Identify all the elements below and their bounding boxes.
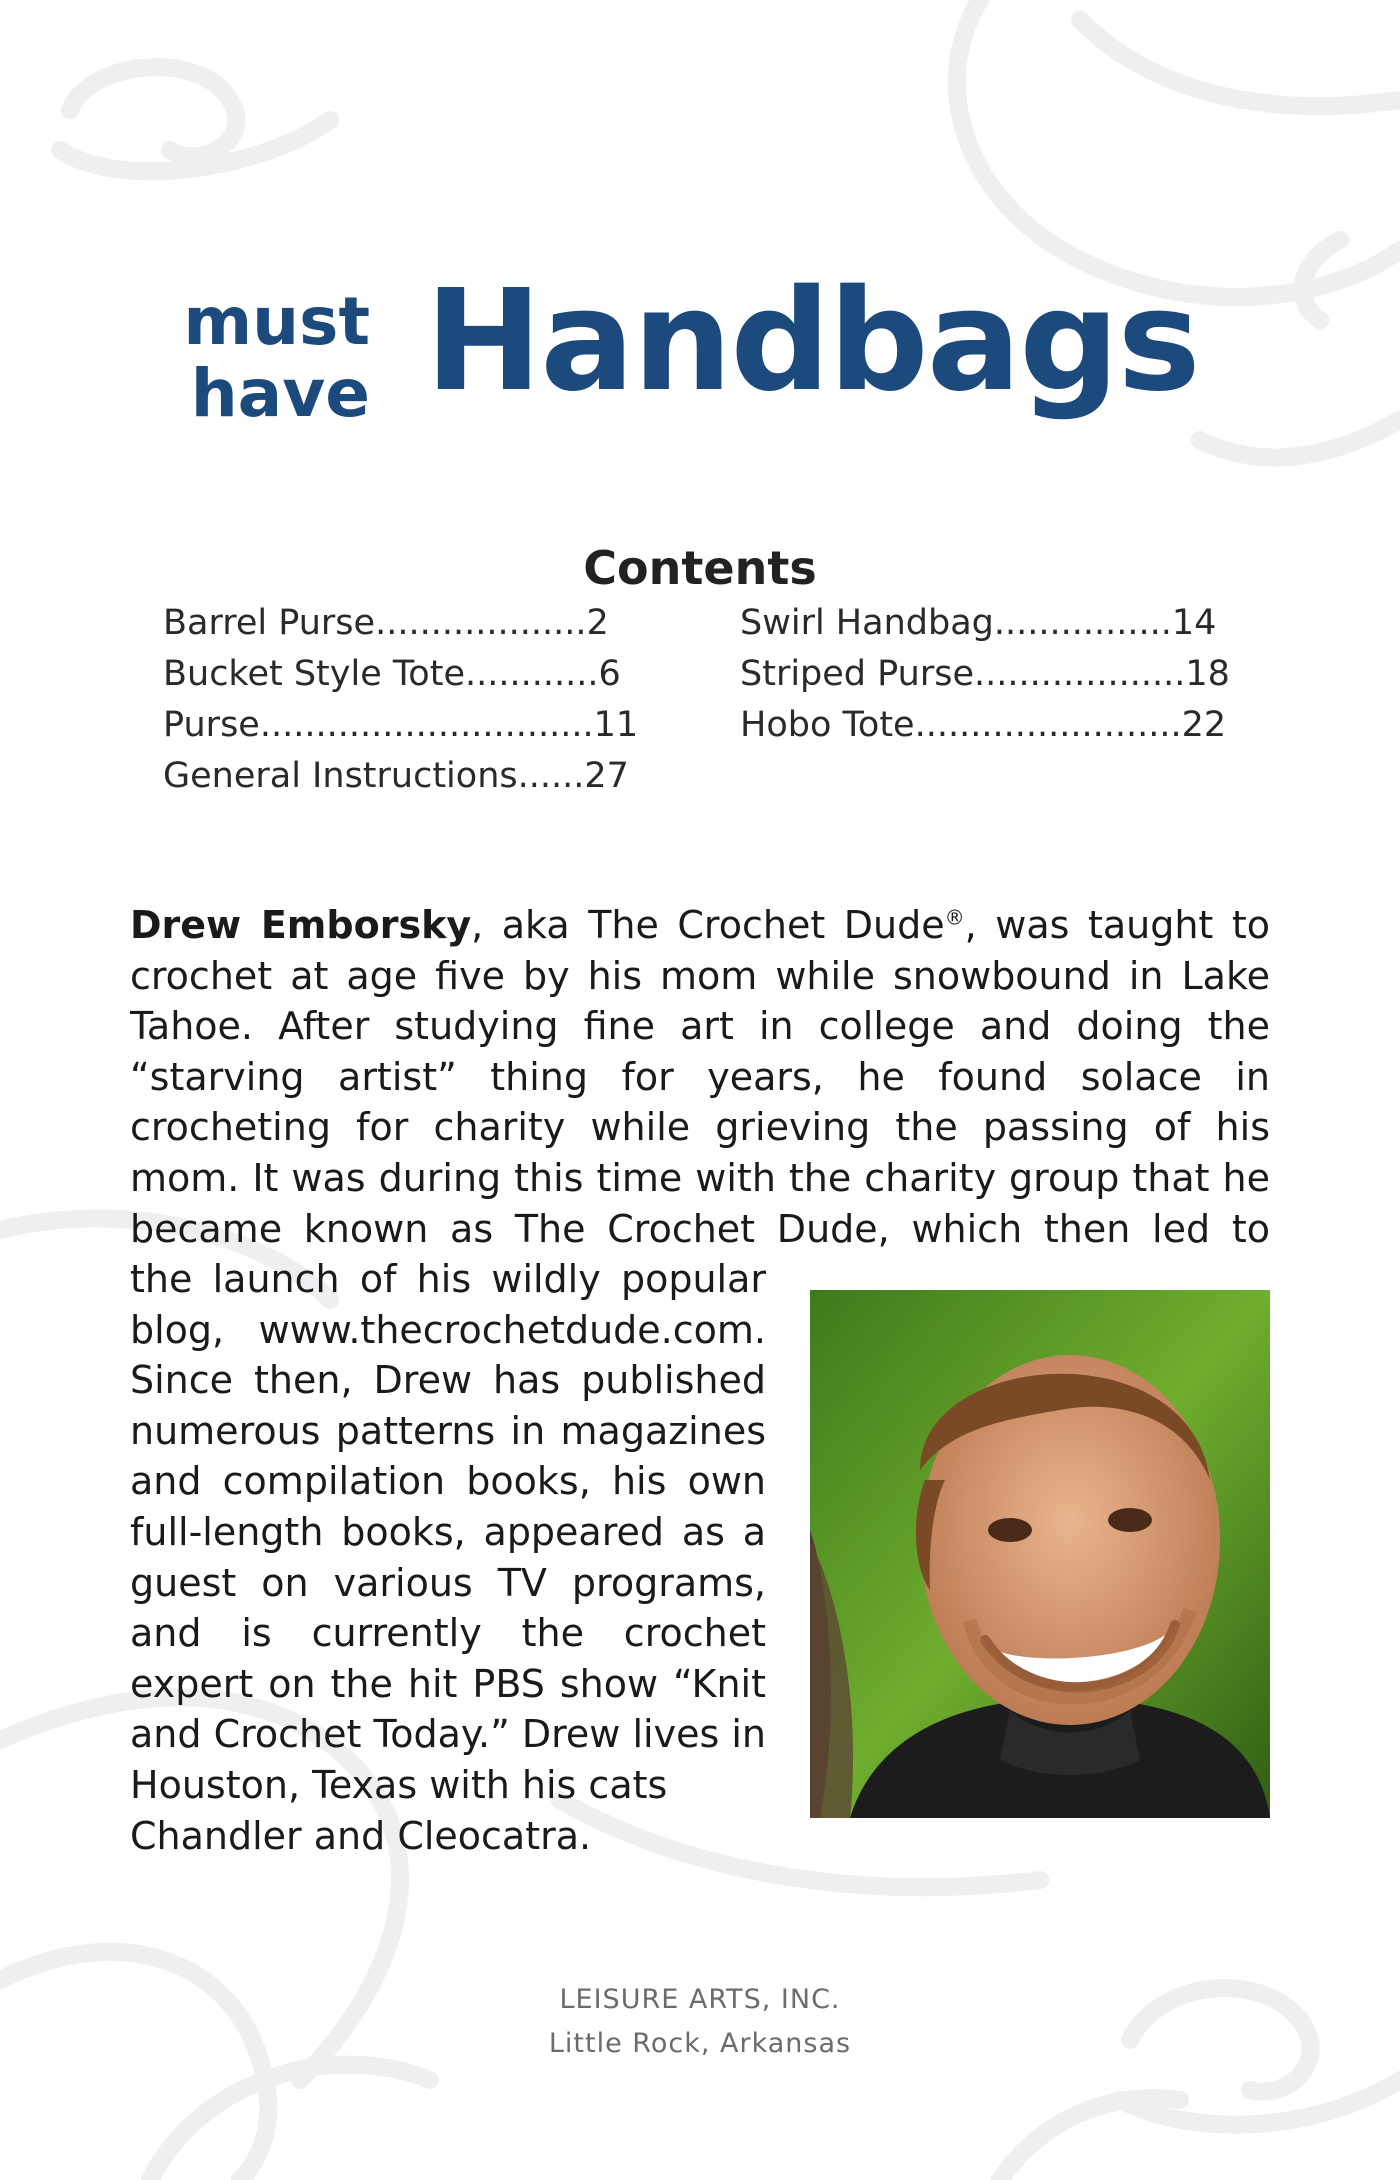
publisher-location: Little Rock, Arkansas [548,2028,852,2059]
author-bio-intro [130,900,1270,1305]
registered-mark: ® [944,905,965,930]
book-title [160,260,1260,468]
title-prefix [160,283,370,432]
publisher-name: LEISURE ARTS, INC. [559,1984,841,2015]
toc-entry: General Instructions......27 [163,756,629,796]
toc-entry: Striped Purse...................18 [740,654,1230,694]
publisher-block [0,1978,1400,2066]
author-name: Drew Emborsky [130,903,472,947]
toc-entry: Swirl Handbag................14 [740,603,1217,643]
toc-entry: Hobo Tote........................22 [740,705,1227,745]
toc-right-column [740,598,1230,751]
bio-text-top: , was taught to crochet at age five by his mom while snowbound in Lake Tahoe. After studying fine art in college and doing the “starving artist” thing for years, he found solace in crocheting for charity while grieving the passing of his mom. It was during this time with the charity group that he became known as The Crochet Dude, which then led to [130,903,1271,1251]
contents-heading: Contents [583,541,817,595]
author-bio-continued [130,1254,766,1861]
title-prefix-line-2: have [190,355,370,432]
toc-left-column [163,598,638,802]
toc-entry: Bucket Style Tote............6 [163,654,621,694]
toc-entry: Barrel Purse...................2 [163,603,609,643]
bio-text-bottom: the launch of his wildly popular blog, www.thecrochetdude.com. Since then, Drew has published numerous patterns in magazines and compilation books, his own full-length books, appeared as a guest on various TV programs, and is currently the crochet expert on the hit PBS show “Knit and Crochet Today.” Drew lives in Houston, Texas with his cats [130,1257,766,1807]
title-main: Handbags [425,260,1199,423]
toc-entry: Purse..............................11 [163,705,639,745]
bio-text-last: Chandler and Cleocatra. [130,1813,592,1858]
bio-lead: , aka The Crochet Dude [471,903,945,947]
author-photo [810,1290,1270,1818]
title-prefix-line-1: must [183,283,370,360]
